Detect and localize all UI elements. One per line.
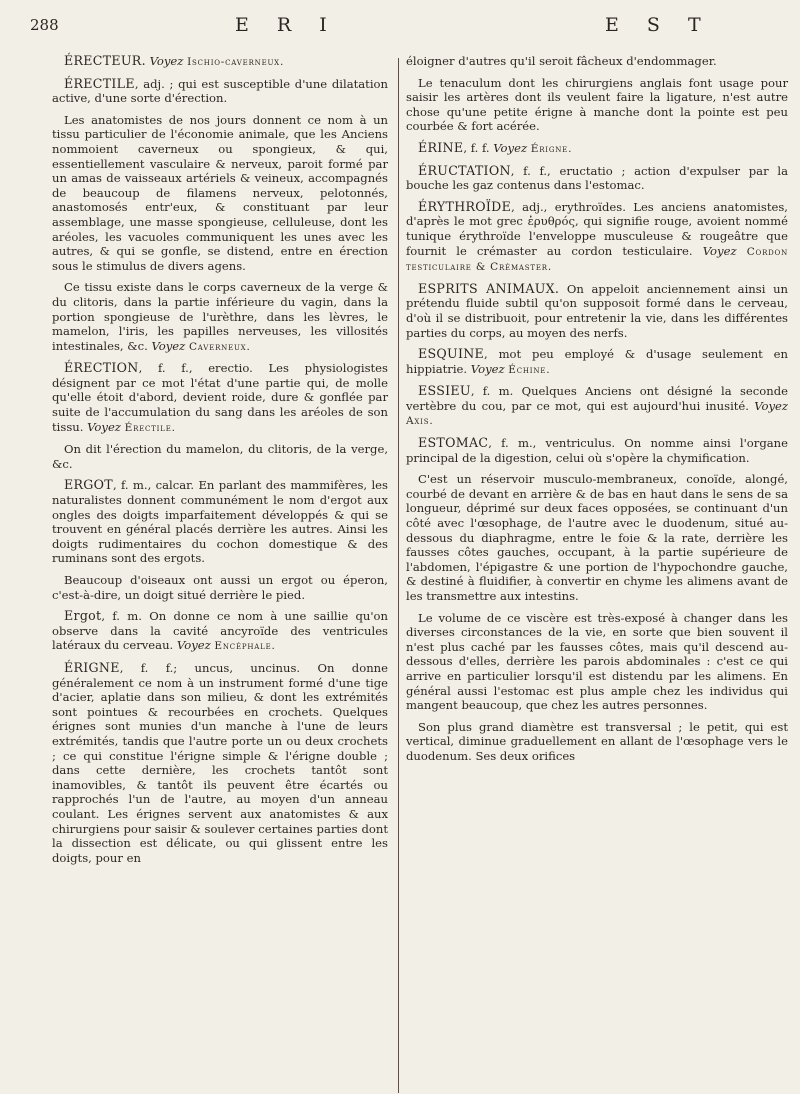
dictionary-entry (52, 573, 388, 602)
entry-text: , f. m., ventriculus. On nomme ainsi l'organe principal de la digestion, celui où s'opère la chymification. (406, 436, 788, 465)
see-reference-label: Voyez (702, 243, 737, 258)
dictionary-entry (52, 661, 388, 865)
see-reference-label: Voyez (149, 54, 184, 68)
dictionary-entry (406, 141, 788, 157)
entry-text: , adj. ; qui est susceptible d'une dilatation active, d'une sorte d'érection. (52, 76, 388, 106)
entry-text: Le tenaculum dont les chirurgiens anglais font usage pour saisir les artères dont ils veulent faire la ligature, n'est autre chose qu'une petite érigne à manche dont la pointe est peu courbée & fort acérée. (406, 75, 788, 134)
dictionary-entry (52, 609, 388, 654)
dictionary-entry (52, 280, 388, 354)
entry-headword: ESPRITS ANIMAUX. (418, 280, 560, 296)
dictionary-entry (406, 282, 788, 340)
running-head-right: E S T (605, 14, 712, 36)
dictionary-entry (406, 720, 788, 764)
dictionary-entry (406, 611, 788, 713)
entry-text: , adj., erythroïdes. Les anciens anatomistes, d'après le mot grec ἐρυθρός, qui signifie rouge, avoient nommé tunique érythroïde l'enveloppe musculeuse & rougeâtre que fournit le crémaster au cordon testiculaire. (406, 199, 788, 258)
entry-headword: ÉRECTILE (64, 75, 135, 91)
entry-headword: ESSIEU (418, 383, 471, 399)
entry-text: C'est un réservoir musculo-membraneux, conoïde, alongé, courbé de devant en arrière & de bas en haut dans le sens de sa longueur, déprimé sur deux faces opposées, se continuant d'un côté avec l'œsophage, de l'autre avec le duodenum, situé au-dessous du diaphragme, entre le foie & la rate, derrière les fausses côtes gauches, occupant, à la partie supérieure de l'abdomen, l'épigastre & une portion de l'hypochondre gauche, & destiné à fluidifier, à convertir en chyme les alimens avant de les transmettre aux intestins. (406, 472, 788, 603)
entry-headword: ESTOMAC (418, 435, 489, 451)
see-reference-label: Voyez (176, 638, 211, 653)
entry-text: On dit l'érection du mamelon, du clitoris, de la verge, &c. (52, 442, 388, 471)
dictionary-entry (406, 347, 788, 377)
entry-text: , f. m., calcar. En parlant des mammifères, les naturalistes donnent communément le nom d'ergot aux ongles des doigts imparfaitement développés & qui se trouvent en général placés derrière les autres. Ainsi les doigts rudimentaires du cochon domestique & des ruminans sont des ergots. (52, 478, 388, 566)
cross-reference: Échine. (508, 363, 551, 376)
entry-text: On appeloit anciennement ainsi un prétendu fluide subtil qu'on supposoit formé dans le cerveau, d'où il se distribuoit, pour entretenir la vie, dans les différentes parties du corps, au moyen des nerfs. (406, 281, 789, 340)
dictionary-entry (406, 200, 788, 275)
entry-text: Son plus grand diamètre est transversal ; le petit, qui est vertical, diminue graduellement en allant de l'œsophage vers le duodenum. Ses deux orifices (406, 719, 788, 763)
cross-reference: Encéphale. (214, 640, 276, 653)
dictionary-entry (406, 472, 788, 603)
dictionary-entry (406, 76, 788, 134)
entry-headword: ÉRIGNE (64, 659, 120, 675)
entry-headword: ÉRUCTATION (418, 162, 511, 178)
dictionary-entry (406, 436, 788, 465)
entry-headword: Ergot (64, 608, 102, 624)
cross-reference: Érigne. (530, 142, 573, 155)
page-header (30, 16, 780, 44)
dictionary-entry (406, 384, 788, 429)
entry-headword: ÉRECTION (64, 360, 139, 376)
dictionary-entry (52, 113, 388, 274)
cross-reference: Cordon testiculaire & Crémaster. (406, 245, 789, 274)
cross-reference: Caverneux. (188, 340, 251, 353)
cross-reference: Ischio-caverneux. (187, 56, 285, 68)
entry-headword: ERGOT (64, 477, 113, 493)
entry-text: , f. m. On donne ce nom à une saillie qu'on observe dans la cavité ancyroïde des ventricules latéraux du cerveau. (52, 609, 388, 653)
entry-headword: ÉRECTEUR. (64, 53, 146, 68)
entry-text: , f. f., erectio. Les physiologistes désignent par ce mot l'état d'une partie qui, de molle qu'elle étoit d'abord, devient roide, dure & gonflée par suite de l'accumulation du sang dans les aréoles de son tissu. (52, 361, 388, 434)
dictionary-entry (52, 77, 388, 106)
entry-text: , f. m. Quelques Anciens ont désigné la seconde vertèbre du cou, par ce mot, qui est aujourd'hui inusité. (406, 384, 788, 413)
entry-text: éloigner d'autres qu'il seroit fâcheux d'endommager. (406, 54, 717, 68)
dictionary-entry (52, 54, 388, 70)
entry-headword: ÉRINE (418, 139, 464, 155)
entry-text: Le volume de ce viscère est très-exposé à changer dans les diverses circonstances de la vie, en sorte que bien souvent il n'est plus caché par les fausses côtes, mais qu'il descend au-dessous d'elles, derrière les parois abdominales : c'est ce qui arrive en particulier lorsqu'il est distendu par les alimens. En général aussi l'estomac est plus ample chez les individus qui mangent beaucoup, que chez les autres personnes. (406, 610, 788, 713)
entry-text: , f. f. (463, 140, 490, 155)
entry-text: Ce tissu existe dans le corps caverneux de la verge & du clitoris, dans la partie inférieure du vagin, dans la portion spongieuse de l'urèthre, dans les lèvres, le mamelon, l'iris, les papilles nerveuses, les villosités intestinales, &c. (52, 280, 388, 353)
entry-text: , f. f., eructatio ; action d'expulser par la bouche les gaz contenus dans l'estomac. (406, 163, 788, 193)
cross-reference: Érectile. (124, 421, 176, 434)
cross-reference: Axis. (406, 415, 434, 428)
entry-text: Les anatomistes de nos jours donnent ce nom à un tissu particulier de l'économie animale, que les Anciens nommoient caverneux ou spongieux, & qui, essentiellement vasculaire & nerveux, paroit formé par un amas de vaisseaux artériels & veineux, accompagnés de beaucoup de filamens nerveux, pelotonnés, anastomosés entr'eux, & constituant par leur assemblage, une masse spongieuse, celluleuse, dont les aréoles, les vacuoles communiquent les unes avec les autres, & qui se gonfle, se distend, entre en érection sous le stimulus de divers agens. (52, 112, 388, 273)
dictionary-entry (52, 361, 388, 435)
see-reference-label: Voyez (493, 140, 528, 155)
see-reference-label: Voyez (754, 398, 789, 413)
running-head-left: E R I (235, 14, 338, 36)
page-number: 288 (30, 16, 59, 34)
dictionary-entry (406, 54, 788, 69)
dictionary-entry (52, 442, 388, 471)
right-column (406, 54, 788, 771)
see-reference-label: Voyez (151, 338, 186, 353)
dictionary-entry (52, 478, 388, 566)
see-reference-label: Voyez (87, 419, 121, 434)
entry-text: Beaucoup d'oiseaux ont aussi un ergot ou éperon, c'est-à-dire, un doigt situé derrière le pied. (52, 573, 388, 602)
column-divider (398, 58, 399, 1093)
see-reference-label: Voyez (470, 361, 505, 376)
entry-text: , mot peu employé & d'usage seulement en hippiatrie. (406, 347, 788, 376)
entry-headword: ÉRYTHROÏDE (418, 198, 512, 214)
left-column (52, 54, 388, 872)
entry-headword: ESQUINE (418, 346, 485, 362)
entry-text: , f. f.; uncus, uncinus. On donne généralement ce nom à un instrument formé d'une tige d'acier, aplatie dans son milieu, & dont les extrémités sont pointues & recourbées en crochets. Quelques érignes sont munies d'un manche à l'une de leurs extrémités, tandis que l'autre porte un ou deux crochets ; ce qui constitue l'érigne simple & l'érigne double ; dans cette dernière, les crochets tantôt sont inamovibles, & tantôt ils peuvent être écartés ou rapprochés l'un de l'autre, au moyen d'un anneau coulant. Les érignes servent aux anatomistes & aux chirurgiens pour saisir & soulever certaines parties dont la dissection est délicate, ou qui glissent entre les doigts, pour en (52, 660, 388, 865)
dictionary-entry (406, 164, 788, 193)
